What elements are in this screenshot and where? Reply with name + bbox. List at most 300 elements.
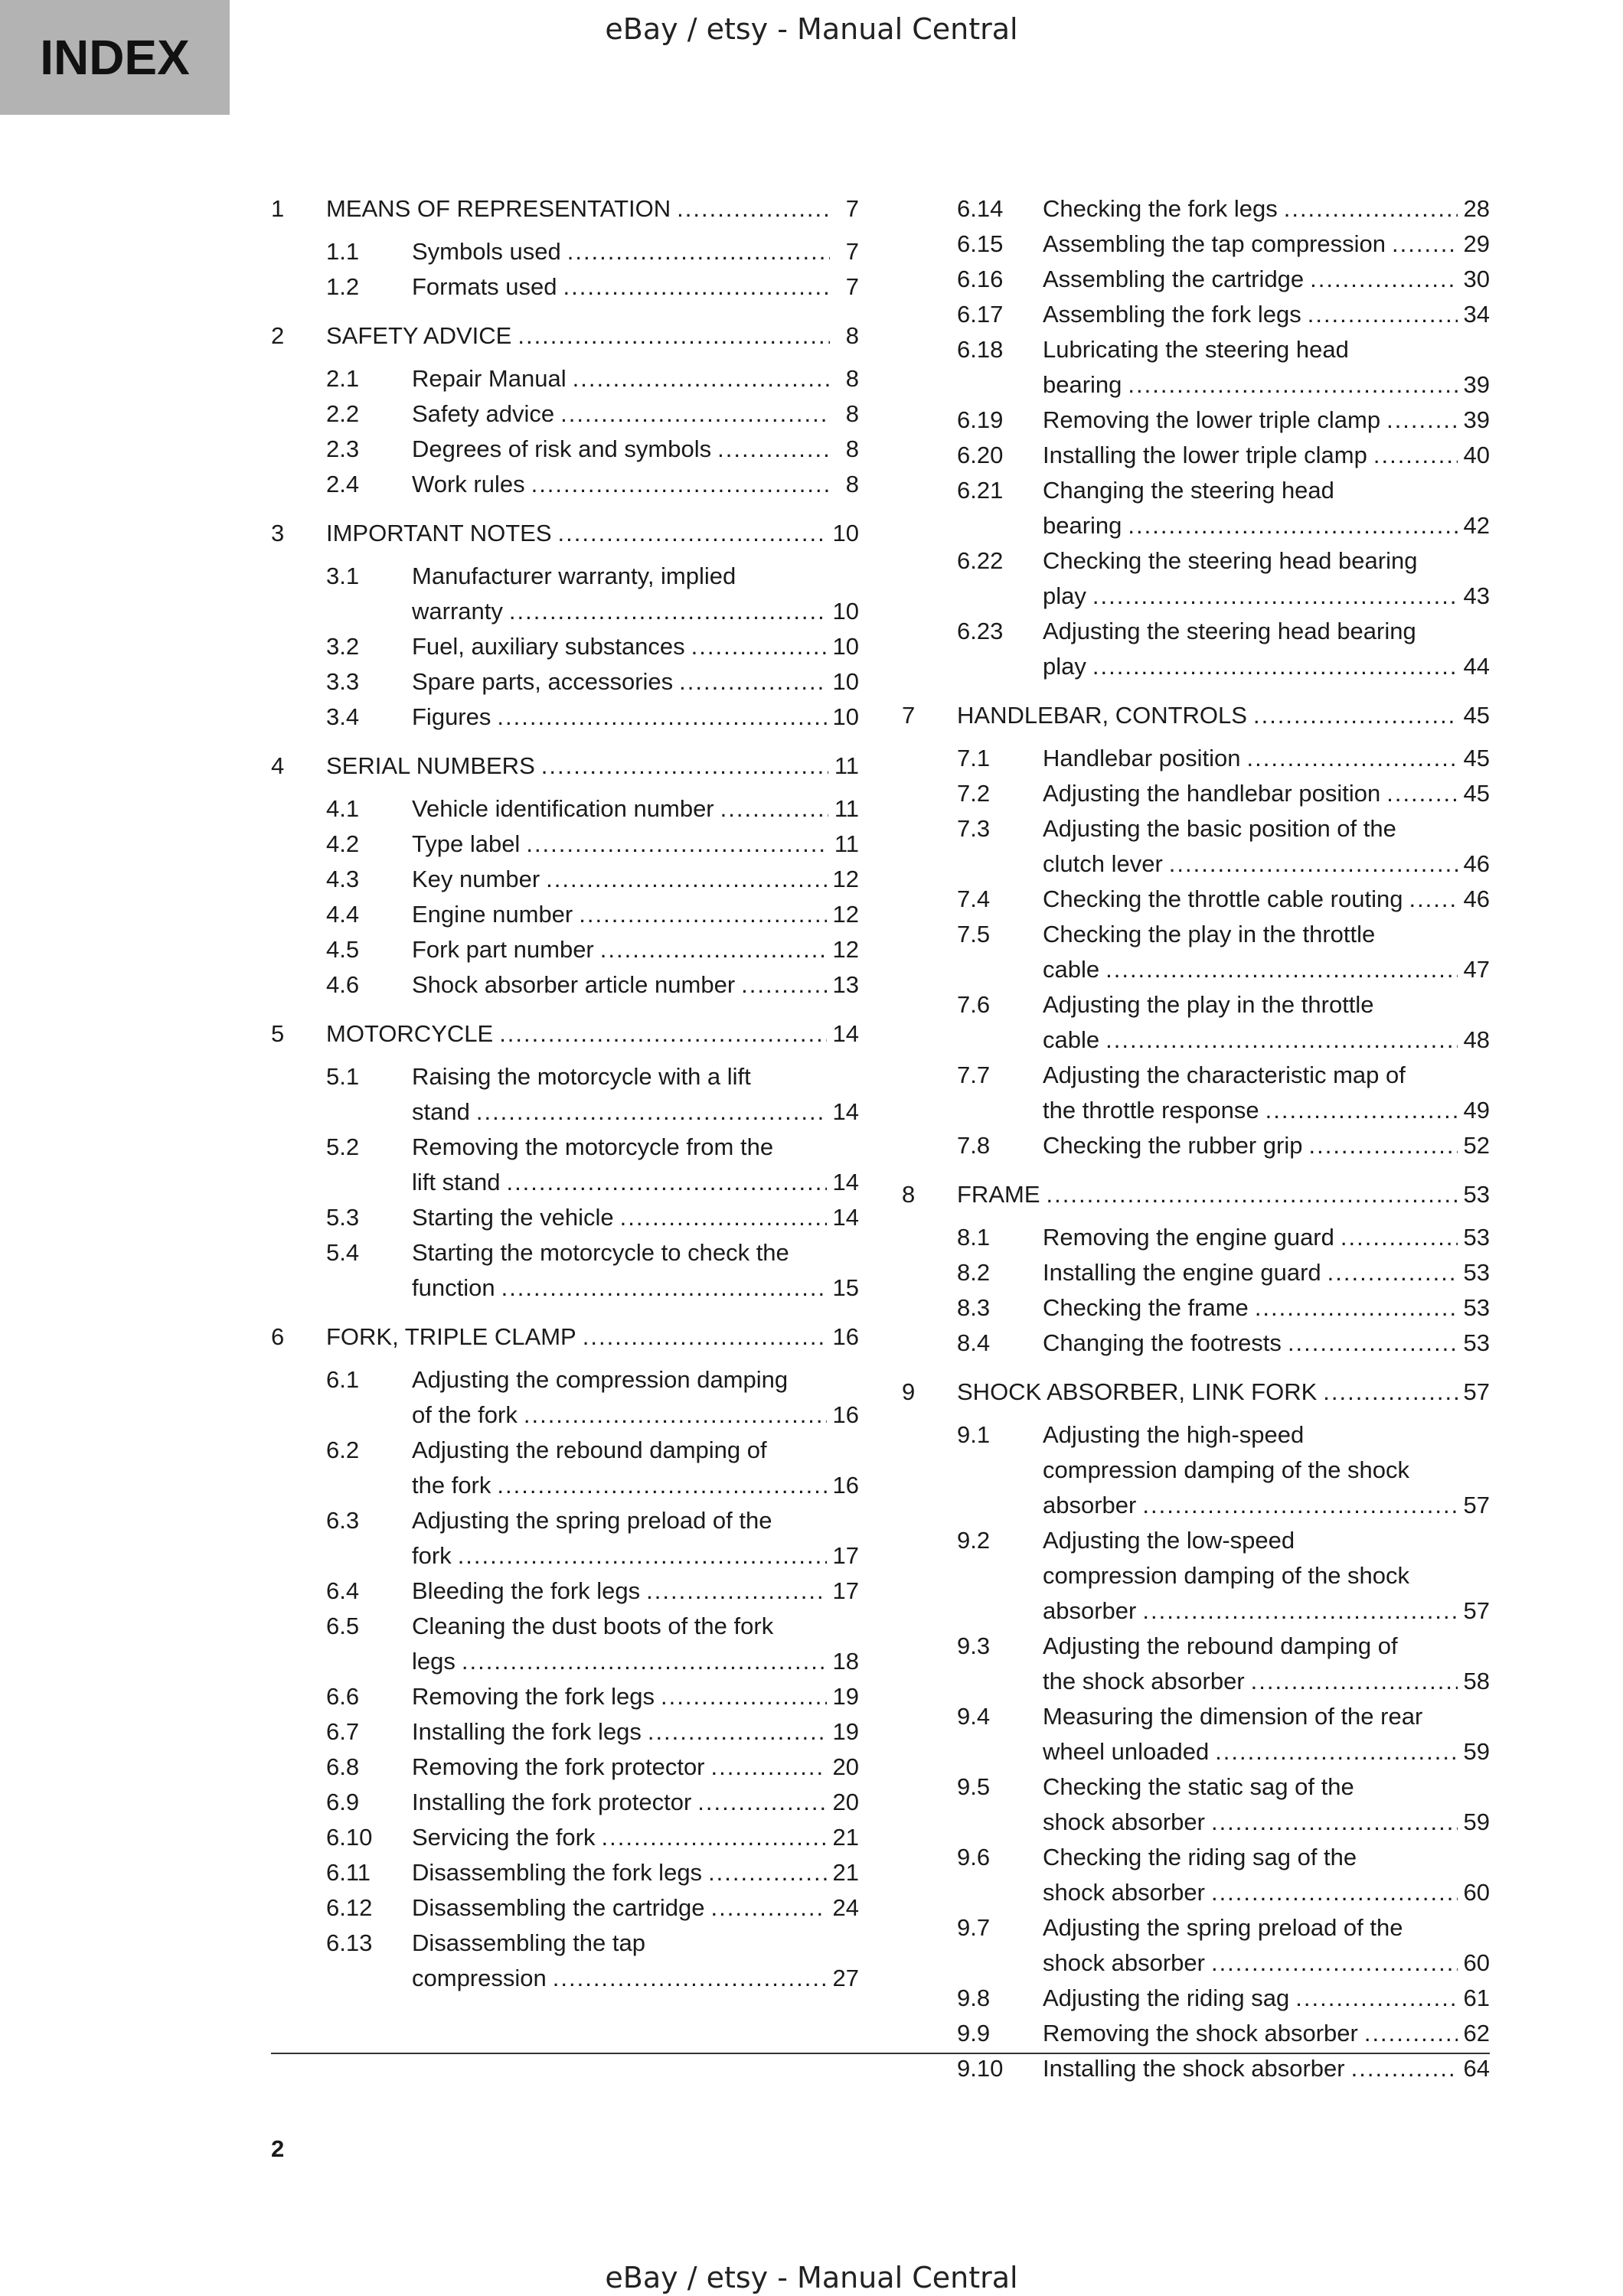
dot-leader bbox=[524, 1397, 827, 1433]
dot-leader bbox=[600, 932, 827, 967]
section-entry-text bbox=[1043, 227, 1490, 262]
chapter-page: 8 bbox=[845, 322, 859, 349]
section-number: 6.13 bbox=[326, 1929, 373, 1956]
toc-section-entry[interactable] bbox=[326, 1714, 859, 1750]
section-title-line: Adjusting the high-speed bbox=[1043, 1421, 1305, 1448]
section-entry-text bbox=[1043, 191, 1490, 227]
toc-section-entry[interactable] bbox=[326, 467, 859, 502]
section-entry-text bbox=[1043, 1981, 1490, 2016]
section-number: 6.14 bbox=[957, 195, 1004, 222]
section-title-line: Adjusting the basic position of the bbox=[1043, 815, 1396, 842]
section-number: 4.3 bbox=[326, 866, 360, 892]
toc-section-entry[interactable] bbox=[957, 1128, 1490, 1163]
toc-section-entry[interactable] bbox=[957, 987, 1490, 1058]
chapter-entry-text bbox=[326, 191, 859, 227]
chapter-entry-text bbox=[957, 1177, 1490, 1212]
dot-leader bbox=[1308, 297, 1458, 332]
dot-leader bbox=[560, 396, 830, 432]
dot-leader bbox=[1128, 367, 1457, 403]
toc-chapter-entry[interactable] bbox=[902, 1375, 1490, 1410]
toc-section-entry[interactable] bbox=[957, 1058, 1490, 1128]
toc-section-entry[interactable] bbox=[957, 332, 1490, 403]
section-page: 12 bbox=[832, 901, 859, 928]
dot-leader bbox=[573, 361, 830, 396]
section-number: 8.4 bbox=[957, 1329, 991, 1356]
section-title-line: Adjusting the riding sag bbox=[1043, 1985, 1290, 2011]
toc-section-entry[interactable] bbox=[957, 1523, 1490, 1629]
toc-section-entry[interactable] bbox=[326, 1200, 859, 1235]
dot-leader bbox=[602, 1820, 827, 1855]
toc-section-entry[interactable] bbox=[957, 1629, 1490, 1699]
section-title-line: Removing the fork legs bbox=[412, 1683, 655, 1710]
section-number: 9.7 bbox=[957, 1914, 991, 1941]
toc-section-entry[interactable] bbox=[957, 2051, 1490, 2086]
toc-chapter-group bbox=[902, 1375, 1490, 2086]
dot-leader bbox=[476, 1094, 827, 1130]
section-page: 43 bbox=[1463, 582, 1490, 609]
section-page: 53 bbox=[1463, 1294, 1490, 1321]
toc-section-entry[interactable] bbox=[957, 741, 1490, 776]
dot-leader bbox=[679, 664, 826, 700]
toc-section-entry[interactable] bbox=[957, 1220, 1490, 1255]
toc-chapter-entry[interactable] bbox=[271, 748, 859, 784]
toc-section-entry[interactable] bbox=[957, 1255, 1490, 1290]
toc-section-entry[interactable] bbox=[326, 700, 859, 735]
section-title-line: clutch lever bbox=[1043, 850, 1163, 877]
toc-section-entry[interactable] bbox=[957, 811, 1490, 882]
toc-section-entry[interactable] bbox=[326, 664, 859, 700]
section-page: 24 bbox=[832, 1894, 859, 1921]
section-title-line: Checking the riding sag of the bbox=[1043, 1844, 1357, 1870]
toc-section-entry[interactable] bbox=[326, 1679, 859, 1714]
section-title-line: Removing the shock absorber bbox=[1043, 2020, 1358, 2047]
toc-section-entry[interactable] bbox=[326, 432, 859, 467]
section-title-line: Removing the motorcycle from the bbox=[412, 1133, 774, 1160]
toc-line bbox=[412, 1890, 859, 1926]
toc-section-entry[interactable] bbox=[326, 1130, 859, 1200]
section-title-line: Symbols used bbox=[412, 238, 561, 265]
toc-line bbox=[326, 516, 859, 551]
section-title-line: Assembling the fork legs bbox=[1043, 301, 1301, 328]
dot-leader bbox=[518, 318, 830, 354]
toc-section-entry[interactable] bbox=[957, 614, 1490, 684]
toc-line bbox=[1043, 367, 1490, 403]
toc-section-entry[interactable] bbox=[957, 882, 1490, 917]
section-title-line: Adjusting the handlebar position bbox=[1043, 780, 1381, 807]
section-page: 8 bbox=[845, 365, 859, 392]
toc-line bbox=[1043, 191, 1490, 227]
section-entry-text bbox=[412, 1130, 859, 1200]
section-title-line: Changing the footrests bbox=[1043, 1329, 1282, 1356]
toc-chapter-entry[interactable] bbox=[902, 698, 1490, 733]
chapter-title: MOTORCYCLE bbox=[326, 1020, 494, 1047]
dot-leader bbox=[648, 1714, 827, 1750]
section-entry-text bbox=[412, 1362, 859, 1433]
section-page: 10 bbox=[832, 633, 859, 660]
dot-leader bbox=[717, 432, 830, 467]
section-title-line: Installing the lower triple clamp bbox=[1043, 442, 1367, 468]
toc-line bbox=[1043, 1734, 1490, 1769]
toc-line bbox=[1043, 262, 1490, 297]
section-number: 7.4 bbox=[957, 885, 991, 912]
chapter-page: 14 bbox=[832, 1020, 859, 1047]
toc-line bbox=[1043, 952, 1490, 987]
section-title-line: Spare parts, accessories bbox=[412, 668, 674, 695]
section-number: 8.3 bbox=[957, 1294, 991, 1321]
section-page: 29 bbox=[1463, 230, 1490, 257]
toc-section-entry[interactable] bbox=[957, 776, 1490, 811]
section-title-line: Key number bbox=[412, 866, 540, 892]
section-entry-text bbox=[1043, 543, 1490, 614]
section-number: 4.1 bbox=[326, 795, 360, 822]
section-entry-text bbox=[1043, 1840, 1490, 1910]
toc-section-entry[interactable] bbox=[957, 262, 1490, 297]
toc-section-entry[interactable] bbox=[326, 1926, 859, 1996]
chapter-entry-text bbox=[957, 1375, 1490, 1410]
section-entry-text bbox=[412, 1574, 859, 1609]
section-title-line: function bbox=[412, 1274, 495, 1301]
section-title-line: Repair Manual bbox=[412, 365, 567, 392]
section-title-line: Fuel, auxiliary substances bbox=[412, 633, 685, 660]
toc-section-entry[interactable] bbox=[326, 932, 859, 967]
section-entry-text bbox=[412, 1200, 859, 1235]
toc-line bbox=[412, 1785, 859, 1820]
toc-line bbox=[412, 361, 859, 396]
section-title-line: Work rules bbox=[412, 471, 525, 497]
section-title-line: Engine number bbox=[412, 901, 573, 928]
section-number: 7.7 bbox=[957, 1062, 991, 1088]
section-title-line: stand bbox=[412, 1098, 470, 1125]
section-number: 7.6 bbox=[957, 991, 991, 1018]
toc-line bbox=[1043, 1128, 1490, 1163]
toc-section-entry[interactable] bbox=[326, 1855, 859, 1890]
section-entry-text bbox=[412, 1503, 859, 1574]
toc-chapter-entry[interactable] bbox=[271, 1319, 859, 1355]
toc-section-entry[interactable] bbox=[957, 297, 1490, 332]
toc-section-entry[interactable] bbox=[957, 473, 1490, 543]
toc-section-entry[interactable] bbox=[957, 1417, 1490, 1523]
section-entry-text bbox=[412, 1679, 859, 1714]
dot-leader bbox=[497, 1468, 826, 1503]
dot-leader bbox=[1105, 1022, 1457, 1058]
toc-section-entry[interactable] bbox=[326, 1362, 859, 1433]
section-number: 5.3 bbox=[326, 1204, 360, 1231]
section-number: 6.18 bbox=[957, 336, 1004, 363]
section-title-line: the fork bbox=[412, 1472, 491, 1499]
section-title-line: Starting the motorcycle to check the bbox=[412, 1239, 789, 1266]
section-number: 6.2 bbox=[326, 1437, 360, 1463]
dot-leader bbox=[1128, 508, 1457, 543]
toc-chapter-group bbox=[271, 1016, 859, 1306]
section-entry-text bbox=[1043, 741, 1490, 776]
dot-leader bbox=[677, 191, 830, 227]
toc-section-entry[interactable] bbox=[326, 234, 859, 269]
dot-leader bbox=[1265, 1093, 1458, 1128]
section-title-line: bearing bbox=[1043, 371, 1122, 398]
toc-chapter-group bbox=[902, 191, 1490, 684]
chapter-title: IMPORTANT NOTES bbox=[326, 520, 552, 546]
section-number: 9.2 bbox=[957, 1527, 991, 1554]
toc-chapter-entry[interactable] bbox=[902, 1177, 1490, 1212]
section-entry-text bbox=[1043, 1769, 1490, 1840]
toc-chapter-group bbox=[902, 1177, 1490, 1361]
dot-leader bbox=[531, 467, 830, 502]
section-page: 16 bbox=[832, 1472, 859, 1499]
chapter-entry-text bbox=[326, 516, 859, 551]
toc-line bbox=[1043, 227, 1490, 262]
toc-line bbox=[957, 698, 1490, 733]
dot-leader bbox=[567, 234, 830, 269]
section-page: 7 bbox=[845, 273, 859, 300]
toc-chapter-group bbox=[271, 516, 859, 735]
section-entry-text bbox=[412, 1714, 859, 1750]
section-number: 7.2 bbox=[957, 780, 991, 807]
section-number: 5.2 bbox=[326, 1133, 360, 1160]
chapter-entry-text bbox=[957, 698, 1490, 733]
toc-chapter-entry[interactable] bbox=[271, 318, 859, 354]
toc-line bbox=[412, 629, 859, 664]
toc-section-entry[interactable] bbox=[326, 1609, 859, 1679]
section-number: 6.20 bbox=[957, 442, 1004, 468]
toc-section-entry[interactable] bbox=[326, 827, 859, 862]
toc-section-entry[interactable] bbox=[957, 1840, 1490, 1910]
section-page: 57 bbox=[1463, 1597, 1490, 1624]
section-entry-text bbox=[412, 827, 859, 862]
section-number: 6.19 bbox=[957, 406, 1004, 433]
toc-section-entry[interactable] bbox=[957, 1699, 1490, 1769]
section-page: 34 bbox=[1463, 301, 1490, 328]
toc-line bbox=[412, 1820, 859, 1855]
dot-leader bbox=[1092, 649, 1458, 684]
section-title-line: play bbox=[1043, 582, 1086, 609]
section-title-line: shock absorber bbox=[1043, 1949, 1205, 1976]
chapter-page: 10 bbox=[832, 520, 859, 546]
chapter-title: SAFETY ADVICE bbox=[326, 322, 512, 349]
section-entry-text bbox=[1043, 1326, 1490, 1361]
toc-section-entry[interactable] bbox=[326, 1750, 859, 1785]
toc-section-entry[interactable] bbox=[957, 1290, 1490, 1326]
toc-line bbox=[326, 318, 859, 354]
toc-section-entry[interactable] bbox=[326, 897, 859, 932]
toc-section-entry[interactable] bbox=[326, 269, 859, 305]
section-page: 52 bbox=[1463, 1132, 1490, 1159]
toc-section-entry[interactable] bbox=[326, 559, 859, 629]
toc-section-entry[interactable] bbox=[957, 543, 1490, 614]
toc-section-entry[interactable] bbox=[326, 1574, 859, 1609]
toc-section-entry[interactable] bbox=[326, 1785, 859, 1820]
section-title-line: Handlebar position bbox=[1043, 745, 1241, 771]
dot-leader bbox=[526, 827, 828, 862]
toc-section-entry[interactable] bbox=[326, 396, 859, 432]
section-title-line: Servicing the fork bbox=[412, 1824, 596, 1851]
section-entry-text bbox=[1043, 987, 1490, 1058]
section-entry-text bbox=[412, 967, 859, 1003]
section-page: 39 bbox=[1463, 406, 1490, 433]
dot-leader bbox=[741, 967, 826, 1003]
chapter-number: 5 bbox=[271, 1020, 285, 1047]
toc-section-entry[interactable] bbox=[326, 967, 859, 1003]
toc-line bbox=[412, 862, 859, 897]
section-entry-text bbox=[1043, 811, 1490, 882]
section-page: 12 bbox=[832, 866, 859, 892]
section-number: 6.10 bbox=[326, 1824, 373, 1851]
section-number: 9.4 bbox=[957, 1703, 991, 1730]
toc-chapter-group bbox=[271, 748, 859, 1003]
section-number: 1.2 bbox=[326, 273, 360, 300]
dot-leader bbox=[1142, 1488, 1457, 1523]
section-number: 9.6 bbox=[957, 1844, 991, 1870]
toc-section-entry[interactable] bbox=[326, 791, 859, 827]
toc-section-entry[interactable] bbox=[957, 191, 1490, 227]
toc-section-entry[interactable] bbox=[957, 1769, 1490, 1840]
section-entry-text bbox=[412, 361, 859, 396]
section-number: 6.4 bbox=[326, 1577, 360, 1604]
toc-line bbox=[412, 664, 859, 700]
section-page: 44 bbox=[1463, 653, 1490, 680]
dot-leader bbox=[1323, 1375, 1457, 1410]
section-page: 10 bbox=[832, 668, 859, 695]
section-title-line: Adjusting the characteristic map of bbox=[1043, 1062, 1406, 1088]
toc-chapter-group bbox=[902, 698, 1490, 1163]
section-title-line: fork bbox=[412, 1542, 452, 1569]
section-page: 14 bbox=[832, 1204, 859, 1231]
dot-leader bbox=[1255, 1290, 1458, 1326]
section-page: 42 bbox=[1463, 512, 1490, 539]
toc-line bbox=[412, 1468, 859, 1503]
section-title-line: Checking the steering head bearing bbox=[1043, 547, 1418, 574]
section-page: 46 bbox=[1463, 885, 1490, 912]
toc-section-entry[interactable] bbox=[957, 227, 1490, 262]
section-entry-text bbox=[412, 1750, 859, 1785]
dot-leader bbox=[1092, 579, 1458, 614]
toc-line bbox=[1043, 297, 1490, 332]
dot-leader bbox=[1047, 1177, 1458, 1212]
chapter-number: 1 bbox=[271, 195, 285, 222]
dot-leader bbox=[509, 594, 827, 629]
toc-chapter-entry[interactable] bbox=[271, 516, 859, 551]
toc-section-entry[interactable] bbox=[957, 1326, 1490, 1361]
section-title-line: Checking the rubber grip bbox=[1043, 1132, 1303, 1159]
section-title-line: wheel unloaded bbox=[1043, 1738, 1210, 1765]
chapter-number: 2 bbox=[271, 322, 285, 349]
dot-leader bbox=[1105, 952, 1457, 987]
toc-section-entry[interactable] bbox=[326, 629, 859, 664]
toc-line bbox=[412, 1750, 859, 1785]
section-title-line: cable bbox=[1043, 956, 1100, 983]
dot-leader bbox=[691, 629, 827, 664]
toc-section-entry[interactable] bbox=[326, 1433, 859, 1503]
section-number: 5.4 bbox=[326, 1239, 360, 1266]
section-title-line: Vehicle identification number bbox=[412, 795, 714, 822]
section-page: 45 bbox=[1463, 780, 1490, 807]
section-entry-text bbox=[1043, 1417, 1490, 1523]
toc-line bbox=[412, 269, 859, 305]
toc-line bbox=[1043, 1326, 1490, 1361]
section-title-line: Figures bbox=[412, 703, 491, 730]
toc-line bbox=[412, 1270, 859, 1306]
section-page: 21 bbox=[832, 1824, 859, 1851]
section-page: 61 bbox=[1463, 1985, 1490, 2011]
section-page: 30 bbox=[1463, 266, 1490, 292]
toc-section-entry[interactable] bbox=[957, 917, 1490, 987]
toc-section-entry[interactable] bbox=[957, 1910, 1490, 1981]
dot-leader bbox=[1142, 1593, 1457, 1629]
toc-section-entry[interactable] bbox=[326, 1820, 859, 1855]
section-title-line: Removing the fork protector bbox=[412, 1753, 705, 1780]
toc-section-entry[interactable] bbox=[326, 1890, 859, 1926]
section-title-line: Disassembling the tap bbox=[412, 1929, 645, 1956]
toc-line bbox=[412, 897, 859, 932]
section-number: 8.2 bbox=[957, 1259, 991, 1286]
section-entry-text bbox=[1043, 438, 1490, 473]
section-page: 8 bbox=[845, 400, 859, 427]
toc-section-entry[interactable] bbox=[957, 403, 1490, 438]
toc-section-entry[interactable] bbox=[326, 862, 859, 897]
chapter-page: 53 bbox=[1463, 1181, 1490, 1208]
toc-chapter-entry[interactable] bbox=[271, 1016, 859, 1052]
dot-leader bbox=[1386, 403, 1457, 438]
section-page: 21 bbox=[832, 1859, 859, 1886]
section-title-line: Removing the engine guard bbox=[1043, 1224, 1334, 1251]
dot-leader bbox=[1247, 741, 1458, 776]
dot-leader bbox=[646, 1574, 826, 1609]
dot-leader bbox=[506, 1165, 826, 1200]
section-number: 6.21 bbox=[957, 477, 1004, 504]
toc-left-column bbox=[271, 191, 859, 2010]
toc-section-entry[interactable] bbox=[326, 1059, 859, 1130]
toc-section-entry[interactable] bbox=[957, 438, 1490, 473]
section-page: 45 bbox=[1463, 745, 1490, 771]
section-entry-text bbox=[1043, 297, 1490, 332]
toc-section-entry[interactable] bbox=[326, 1235, 859, 1306]
toc-section-entry[interactable] bbox=[326, 361, 859, 396]
toc-section-entry[interactable] bbox=[957, 1981, 1490, 2016]
section-title-line: Checking the play in the throttle bbox=[1043, 921, 1376, 947]
chapter-title: MEANS OF REPRESENTATION bbox=[326, 195, 671, 222]
watermark-top: eBay / etsy - Manual Central bbox=[605, 12, 1018, 46]
section-entry-text bbox=[1043, 2051, 1490, 2086]
section-page: 48 bbox=[1463, 1026, 1490, 1053]
toc-chapter-entry[interactable] bbox=[271, 191, 859, 227]
section-title-line: Formats used bbox=[412, 273, 557, 300]
section-entry-text bbox=[1043, 403, 1490, 438]
section-title-line: Adjusting the play in the throttle bbox=[1043, 991, 1374, 1018]
toc-line bbox=[1043, 649, 1490, 684]
toc-line bbox=[1043, 508, 1490, 543]
chapter-entry-text bbox=[326, 318, 859, 354]
chapter-title: FORK, TRIPLE CLAMP bbox=[326, 1323, 576, 1350]
section-page: 59 bbox=[1463, 1738, 1490, 1765]
section-title-line: of the fork bbox=[412, 1401, 518, 1428]
section-title-line: absorber bbox=[1043, 1597, 1137, 1624]
section-entry-text bbox=[412, 629, 859, 664]
toc-section-entry[interactable] bbox=[957, 2016, 1490, 2051]
toc-section-entry[interactable] bbox=[326, 1503, 859, 1574]
section-page: 10 bbox=[832, 598, 859, 625]
section-entry-text bbox=[412, 700, 859, 735]
section-title-line: Measuring the dimension of the rear bbox=[1043, 1703, 1423, 1730]
section-title-line: the shock absorber bbox=[1043, 1668, 1245, 1694]
toc-line bbox=[412, 234, 859, 269]
toc-line bbox=[412, 1165, 859, 1200]
page-number: 2 bbox=[271, 2135, 285, 2162]
section-title-line: Removing the lower triple clamp bbox=[1043, 406, 1381, 433]
section-page: 17 bbox=[832, 1577, 859, 1604]
section-entry-text bbox=[1043, 473, 1490, 543]
dot-leader bbox=[1211, 1945, 1458, 1981]
toc-line bbox=[326, 748, 859, 784]
section-title-line: Disassembling the cartridge bbox=[412, 1894, 705, 1921]
